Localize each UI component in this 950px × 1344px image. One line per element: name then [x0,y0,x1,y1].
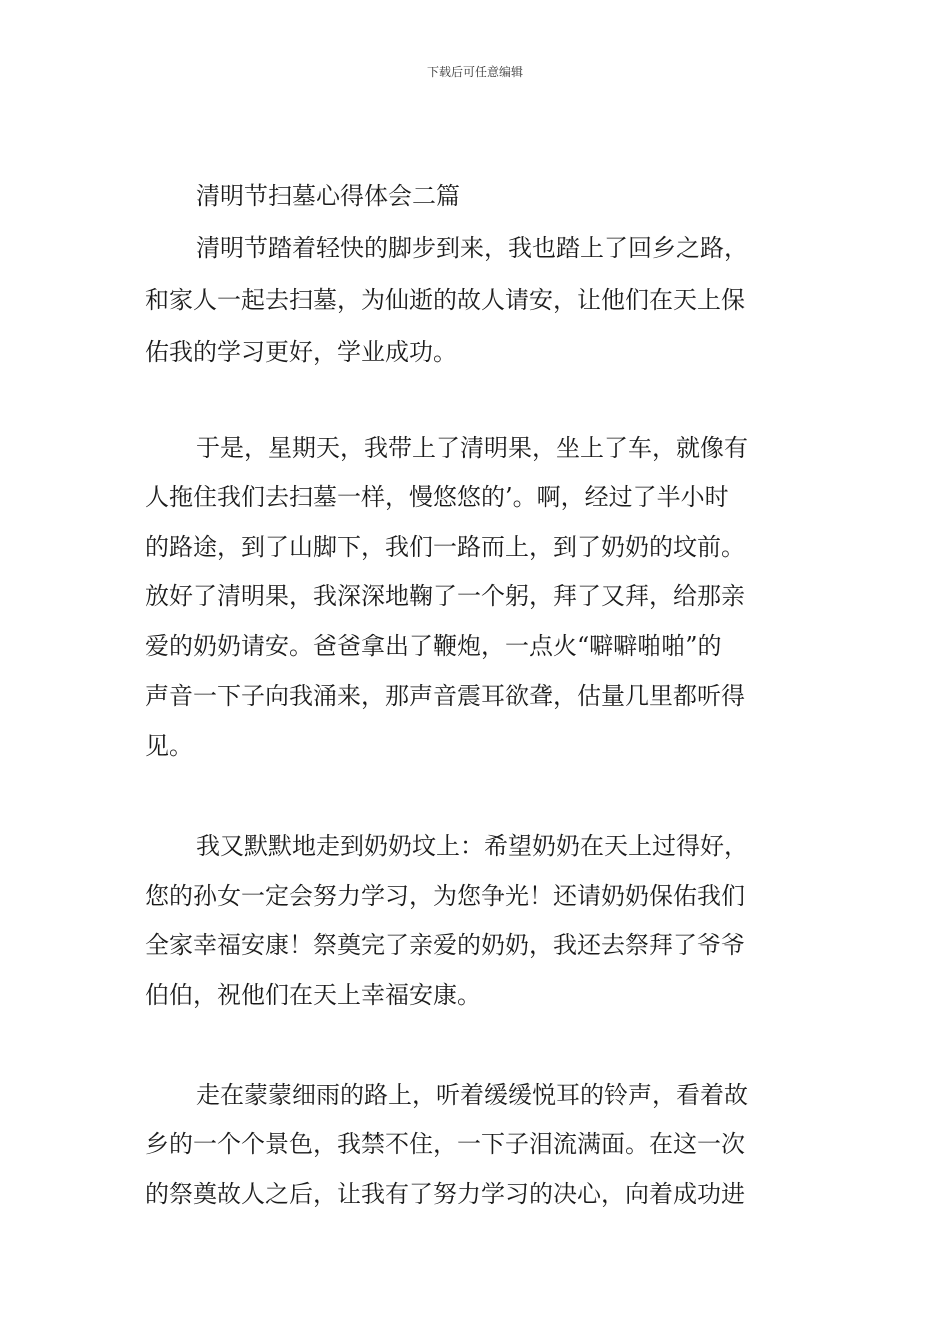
paragraph-2-line-2: 人拖住我们去扫墓一样，慢悠悠的’。啊，经过了半小时 [145,483,729,511]
paragraph-4-line-2: 乡的一个个景色，我禁不住，一下子泪流满面。在这一次 [145,1130,745,1158]
paragraph-2-line-6: 声音一下子向我涌来，那声音震耳欲聋，估量几里都听得 [145,682,745,710]
paragraph-1-line-1: 清明节踏着轻快的脚步到来，我也踏上了回乡之路， [196,234,748,262]
document-title: 清明节扫墓心得体会二篇 [196,182,460,210]
paragraph-2-line-5: 爱的奶奶请安。爸爸拿出了鞭炮，一点火“噼噼啪啪”的 [145,632,722,660]
paragraph-2-line-3: 的路途，到了山脚下，我们一路而上，到了奶奶的坟前。 [145,533,745,561]
header-note: 下载后可任意编辑 [426,65,523,79]
paragraph-2-line-7: 见。 [145,732,193,760]
paragraph-3-line-2: 您的孙女一定会努力学习，为您争光！还请奶奶保佑我们 [145,882,745,910]
paragraph-1-line-3: 佑我的学习更好，学业成功。 [145,338,457,366]
paragraph-2-line-4: 放好了清明果，我深深地鞠了一个躬，拜了又拜，给那亲 [145,582,745,610]
paragraph-2-line-1: 于是，星期天，我带上了清明果，坐上了车，就像有 [196,434,748,462]
paragraph-3-line-3: 全家幸福安康！祭奠完了亲爱的奶奶，我还去祭拜了爷爷 [145,931,745,959]
paragraph-1-line-2: 和家人一起去扫墓，为仙逝的故人请安，让他们在天上保 [145,286,745,314]
paragraph-4-line-1: 走在蒙蒙细雨的路上，听着缓缓悦耳的铃声，看着故 [196,1081,748,1109]
paragraph-3-line-4: 伯伯，祝他们在天上幸福安康。 [145,981,481,1009]
paragraph-3-line-1: 我又默默地走到奶奶坟上：希望奶奶在天上过得好， [196,832,748,860]
paragraph-4-line-3: 的祭奠故人之后，让我有了努力学习的决心，向着成功进 [145,1180,745,1208]
